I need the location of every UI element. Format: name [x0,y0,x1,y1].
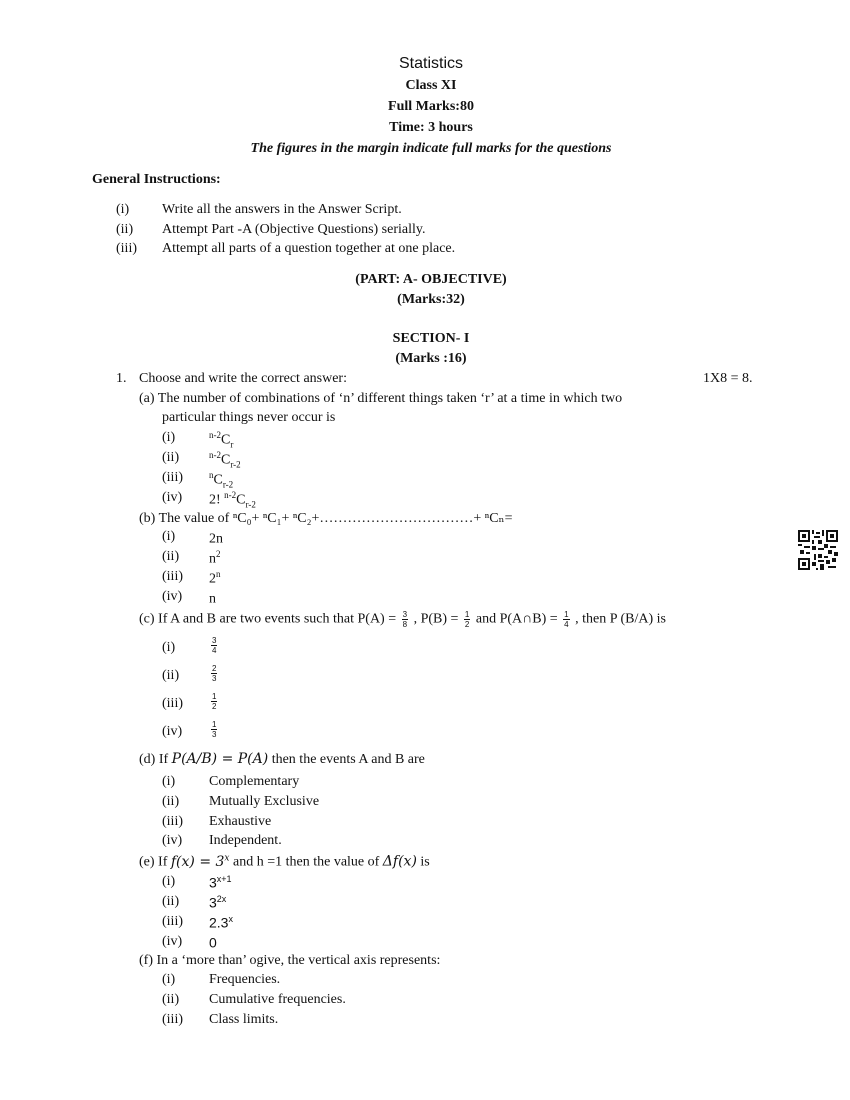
fraction: $\frac{3}{8}$ [402,610,408,629]
qr-code-icon [798,530,838,570]
option-number: (ii) [162,794,180,809]
margin-note: The figures in the margin indicate full marks for the questions [250,141,612,156]
part-b [139,510,513,527]
part-label: (f) [139,953,153,968]
option-number: (iii) [162,914,183,929]
subject-title: Statistics [398,55,463,72]
option-number: (i) [162,640,176,655]
option-text: Class limits. [209,1012,279,1027]
option-number: (iii) [162,814,183,829]
option-number: (ii) [162,450,180,465]
math-expression: $f(x) = 3^x$ [170,853,230,870]
part-text: In a ‘more than’ ogive, the vertical axis represents: [156,953,441,968]
instruction-text: Attempt all parts of a question together at one place. [162,241,456,256]
part-label: (e) [139,854,155,870]
part-c: (c) If A and B are two events such that P(A) = $\frac{3}{8}$ , P(B) = $\frac{1}{2}$ and P(A∩B) = $\frac{1}{4}$ , then P (B/A) is [139,610,666,629]
part-label: (c) [139,611,155,627]
part-label: (a) [139,391,155,406]
option-number: (iv) [162,490,183,505]
part-f [139,953,440,969]
option-text: Mutually Exclusive [209,794,320,809]
option-value: 2n [209,531,223,547]
option-value: $^nC_{r-2}$ [209,470,234,490]
option-value: $^{n-2}C_{r-2}$ [209,450,241,470]
part-e: (e) If $f(x) = 3^x$ and h =1 then the value of Δf(x) is [139,853,430,870]
option-value: $\frac{1}{3}$ [212,720,217,739]
option-value: $\frac{3}{4}$ [212,636,217,655]
question-text: Choose and write the correct answer: [139,371,347,386]
option-value: $^{n-2}C_r$ [209,430,234,450]
option-number: (ii) [162,894,180,909]
option-number: (i) [162,874,176,889]
option-value: 0 [209,934,217,951]
part-d: (d) If P(A/B) = P(A) then the events A and B are [139,751,425,767]
part-marks: (Marks:32) [397,292,465,307]
option-value: 2! $^{n-2}C_{r-2}$ [209,490,256,510]
question-marks: 1X8 = 8. [703,371,753,386]
option-value: $\frac{1}{2}$ [212,692,217,711]
option-number: (iii) [162,470,183,485]
option-value: $n^2$ [209,549,221,567]
option-number: (i) [162,529,176,544]
math-expression: P(A/B) = P(A) [171,751,269,767]
option-number: (iv) [162,589,183,604]
part-label: (d) [139,752,156,767]
class-label: Class XI [405,78,457,93]
option-number: (iv) [162,934,183,949]
option-number: (iv) [162,724,183,739]
fraction: $\frac{1}{2}$ [464,610,470,629]
option-number: (ii) [162,992,180,1007]
part-text: The value of ⁿC₀+ ⁿC₁+ ⁿC₂+……………………………+ ⁿCₙ= [158,511,513,526]
part-a [139,391,622,407]
option-text: Complementary [209,774,300,789]
part-title: (PART: A- OBJECTIVE) [355,272,507,287]
option-number: (iii) [162,1012,183,1027]
section-title: SECTION- I [392,331,470,346]
option-value: $3^{x+1}$ [209,874,232,891]
option-number: (ii) [162,668,180,683]
option-number: (iii) [162,569,183,584]
option-number: (iv) [162,833,183,848]
section-marks: (Marks :16) [395,351,467,366]
option-value: n [209,591,216,607]
option-text: Frequencies. [209,972,281,987]
question-number: 1. [116,371,127,386]
instruction-text: Attempt Part -A (Objective Questions) serially. [162,222,426,237]
math-expression: Δf(x) [382,853,417,870]
instruction-number: (iii) [116,241,137,256]
general-instructions-heading: General Instructions: [92,172,221,187]
part-label: (b) [139,511,156,526]
time-label: Time: 3 hours [389,120,473,135]
option-text: Exhaustive [209,814,272,829]
option-value: $3^{2x}$ [209,894,227,911]
option-number: (i) [162,972,176,987]
instruction-number: (ii) [116,222,134,237]
part-text: The number of combinations of ‘n’ different things taken ‘r’ at a time in which two [157,391,623,406]
full-marks: Full Marks:80 [388,99,474,114]
option-value: 2$^n$ [209,569,221,587]
option-value: $\frac{2}{3}$ [212,664,217,683]
option-text: Independent. [209,833,282,848]
option-number: (i) [162,430,176,445]
option-number: (ii) [162,549,180,564]
instruction-text: Write all the answers in the Answer Script. [162,202,402,217]
fraction: $\frac{1}{4}$ [564,610,569,629]
option-text: Cumulative frequencies. [209,992,346,1007]
option-number: (iii) [162,696,183,711]
option-number: (i) [162,774,176,789]
option-value: 2.3$^x$ [209,914,233,931]
part-text-continued: particular things never occur is [162,410,336,425]
instruction-number: (i) [116,202,130,217]
